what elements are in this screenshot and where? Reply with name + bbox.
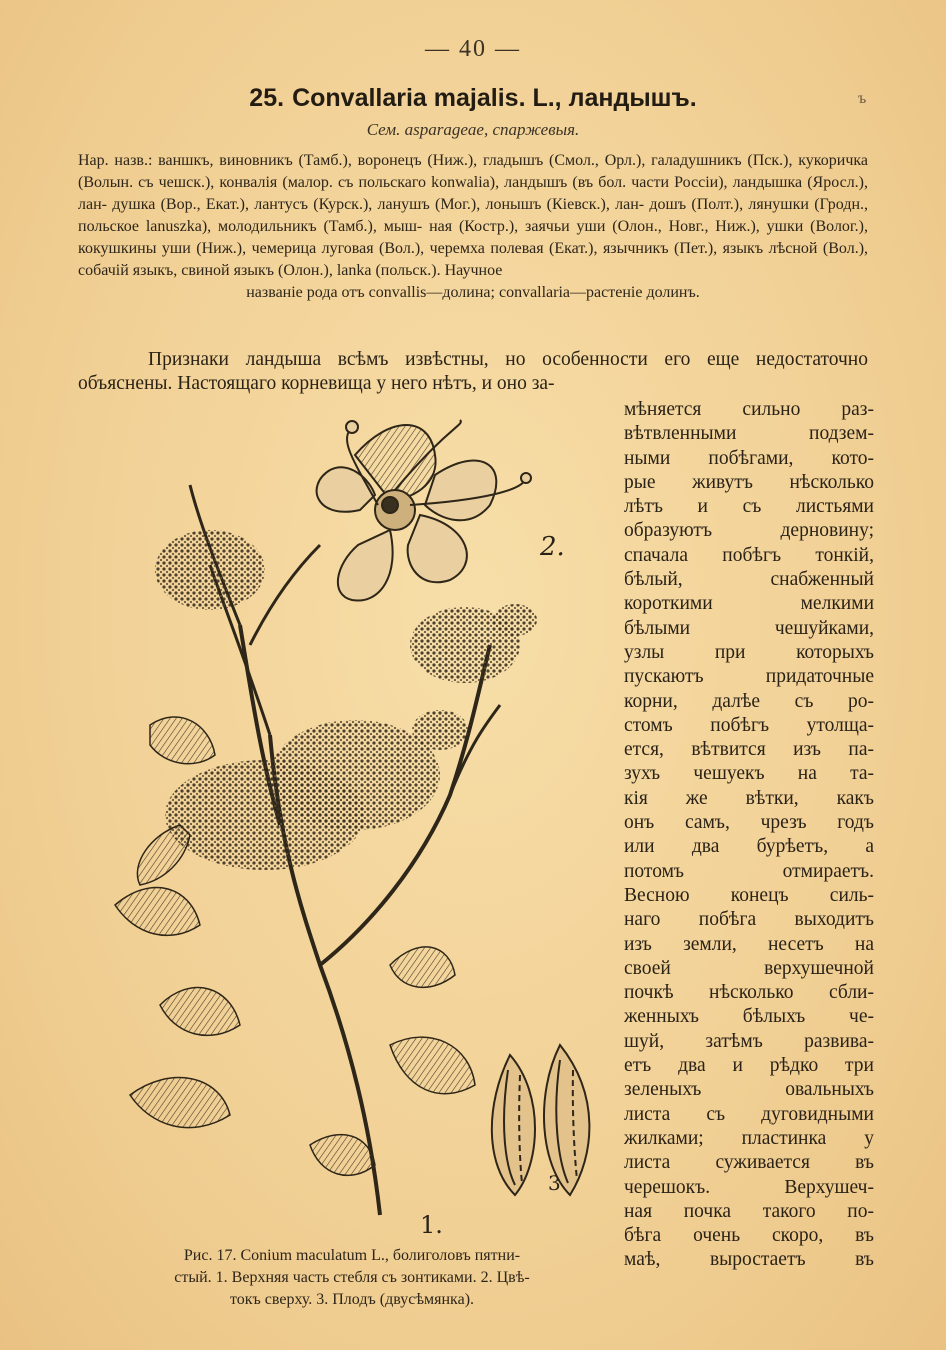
body-line: жилками; пластинка у [624,1127,874,1149]
body-line: листа съ дуговидными [624,1103,874,1125]
body-line: черешокъ. Верхушеч- [624,1176,874,1198]
figure-label-stem: 1. [420,1211,443,1235]
popular-names-paragraph [78,150,868,304]
body-line: зеленыхъ овальныхъ [624,1079,874,1101]
body-line: изъ земли, несетъ на [624,933,874,955]
names-line: Нар. назв.: ваншкъ, виновникъ (Тамб.), воронецъ (Ниж.), гладышъ (Смол., [78,152,599,169]
family-line: Сем. asparageae, спаржевыя. [366,120,580,139]
body-line: наго побѣга выходитъ [624,909,874,931]
section-number: 25. [249,84,285,112]
margin-mark: ъ [858,90,867,107]
names-line: Орл.), галадушникъ (Пск.), кукоричка (Волын. съ чешск.), конвалія (малор. съ [78,152,869,191]
caption-line: токъ сверху. 3. Плодъ (двусѣмянка). [229,1291,475,1308]
names-line: (Ниж.), чемерица луговая (Вол.), черемха полевая (Екат.), язычникъ (Пет.), языкъ [196,240,764,257]
body-intro-paragraph: Признаки ландыша всѣмъ извѣстны, но особенности его еще недостаточно объяснены. Настоящаго корневища у него нѣтъ, и оно за- [78,349,868,394]
body-line: своей верхушечной [624,957,874,979]
section-title: Convallaria majalis. L., ландышъ. [292,84,697,112]
body-line: бѣга очень скоро, въ [624,1225,874,1247]
body-line: или два бурѣетъ, а [624,836,874,858]
hemlock-illustration [90,405,615,1235]
body-line: бѣлый, снабженный [624,569,874,591]
names-line: душка (Вор., Екат.), лантусъ (Курск.), ланушъ (Мог.), лонышъ (Кіевск.), лан- [112,196,645,213]
body-line: ными побѣгами, кото- [624,447,874,469]
names-line: дошъ (Полт.), лянушки (Гродн., польское lanuszka), молодильникъ (Тамб.), мыш- [78,196,869,235]
body-line: маѣ, выростаетъ въ [624,1249,874,1271]
body-line: лѣтъ и съ листьями [624,496,874,518]
body-line: ная почка такого по- [624,1200,874,1222]
figure-label-flower: 2. [540,532,565,562]
flower-drawing [317,420,531,601]
names-line: названіе рода отъ convallis—долина; convallaria—растеніе долинъ. [246,284,700,301]
body-line: рые живутъ нѣсколько [624,471,874,493]
figure-caption [82,1245,622,1311]
body-line: короткими мелкими [624,593,874,615]
body-line: спачала побѣгъ тонкій, [624,544,874,566]
body-line: почкѣ нѣсколько сбли- [624,982,874,1004]
names-line: польскаго konwalia), ландышъ (въ бол. части Россіи), ландышка (Яросл.), лан- [78,174,869,213]
fruit-drawing [492,1045,590,1195]
body-line: листа суживается въ [624,1152,874,1174]
figure-label-fruit: 3 [548,1171,561,1195]
body-line: Весною конецъ силь- [624,884,874,906]
caption-line: Рис. 17. Conium maculatum L., болиголовъ пятни- [183,1247,521,1264]
body-line: узлы при которыхъ [624,641,874,663]
body-line: шуй, затѣмъ развива- [624,1030,874,1052]
body-line: стомъ побѣгъ утолща- [624,714,874,736]
body-text-column [624,398,874,1273]
body-line: мѣняется сильно раз- [624,399,874,420]
body-line: корни, далѣе съ ро- [624,690,874,712]
names-line: ная (Костр.), заячьи уши (Олон., Новг., Ниж.), ушки (Волог.), кокушкины уши [78,218,869,257]
body-line: образуютъ дерновину; [624,520,874,542]
body-line: етъ два и рѣдко три [624,1055,874,1077]
body-line: пускаютъ придаточные [624,666,874,688]
body-line: зухъ чешуекъ на та- [624,763,874,785]
body-line: ется, вѣтвится изъ па- [624,739,874,761]
body-line: женныхъ бѣлыхъ че- [624,1006,874,1028]
body-line: потомъ отмираетъ. [624,860,874,882]
names-line: лѣсной (Вол.), собачій языкъ, свиной языкъ (Олон.), lanka (польск.). Научное [78,240,869,279]
section-heading [0,84,946,113]
body-line: бѣлыми чешуйками, [624,617,874,639]
page-number: — 40 — [425,36,521,62]
caption-line: стый. 1. Верхняя часть стебля съ зонтиками. 2. Цвѣ- [174,1269,530,1286]
body-line: кія же вѣтки, какъ [624,787,874,809]
body-line: онъ самъ, чрезъ годъ [624,812,874,834]
body-line: вѣтвленными подзем- [624,423,874,445]
